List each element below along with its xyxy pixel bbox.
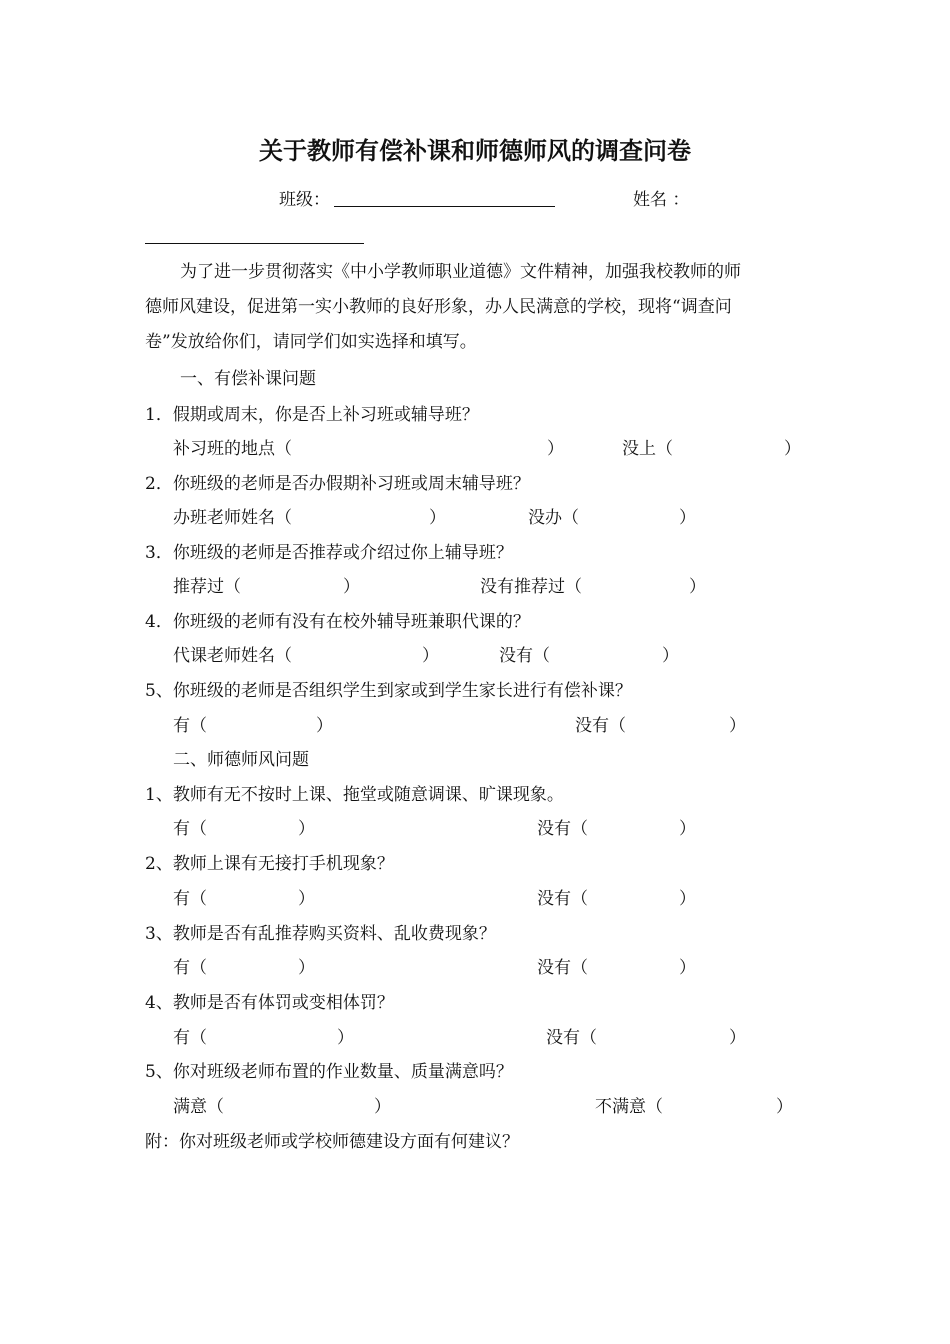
name-blank[interactable] xyxy=(145,243,364,244)
s2-q5-option-a[interactable]: 满意（ xyxy=(173,1097,224,1117)
s1-q3-option-a[interactable]: 推荐过（ xyxy=(173,577,241,597)
close-paren: ） xyxy=(298,819,315,839)
s2-question-3: 3、教师是否有乱推荐购买资料、乱收费现象？ xyxy=(145,924,496,944)
s2-q2-option-a[interactable]: 有（ xyxy=(173,889,207,909)
close-paren: ） xyxy=(429,508,446,528)
s1-q4-option-b[interactable]: 没有（ xyxy=(499,646,550,666)
s2-question-5: 5、你对班级老师布置的作业数量、质量满意吗？ xyxy=(145,1062,513,1082)
s1-q5-option-a[interactable]: 有（ xyxy=(173,716,207,736)
class-label: 班级： xyxy=(279,190,330,210)
close-paren: ） xyxy=(662,646,679,666)
s2-q3-option-b[interactable]: 没有（ xyxy=(537,958,588,978)
s2-question-4: 4、教师是否有体罚或变相体罚？ xyxy=(145,993,394,1013)
intro-line-3: 卷”发放给你们，请同学们如实选择和填写。 xyxy=(145,332,477,352)
close-paren: ） xyxy=(374,1097,391,1117)
intro-line-2: 德师风建设，促进第一实小教师的良好形象，办人民满意的学校，现将“调查问 xyxy=(145,297,732,317)
section1-heading: 一、有偿补课问题 xyxy=(180,369,316,389)
s1-question-2: 2．你班级的老师是否办假期补习班或周末辅导班？ xyxy=(145,474,530,494)
intro-line-1: 为了进一步贯彻落实《中小学教师职业道德》文件精神，加强我校教师的师 xyxy=(180,262,741,282)
s1-q2-option-a[interactable]: 办班老师姓名（ xyxy=(173,508,292,528)
s1-q3-option-b[interactable]: 没有推荐过（ xyxy=(480,577,582,597)
name-label: 姓名 ： xyxy=(633,190,690,210)
close-paren: ） xyxy=(343,577,360,597)
close-paren: ） xyxy=(298,958,315,978)
s1-q1-option-a[interactable]: 补习班的地点（ xyxy=(173,439,292,459)
s2-q5-option-b[interactable]: 不满意（ xyxy=(595,1097,663,1117)
s2-question-1: 1、教师有无不按时上课、拖堂或随意调课、旷课现象。 xyxy=(145,785,564,805)
section2-heading: 二、师德师风问题 xyxy=(173,750,309,770)
close-paren: ） xyxy=(679,958,696,978)
close-paren: ） xyxy=(729,716,746,736)
class-blank[interactable] xyxy=(334,206,555,207)
s2-q2-option-b[interactable]: 没有（ xyxy=(537,889,588,909)
s1-question-4: 4．你班级的老师有没有在校外辅导班兼职代课的？ xyxy=(145,612,530,632)
appendix-question: 附：你对班级老师或学校师德建设方面有何建议？ xyxy=(145,1132,519,1152)
s2-question-2: 2、教师上课有无接打手机现象？ xyxy=(145,854,394,874)
document-title: 关于教师有偿补课和师德师风的调查问卷 xyxy=(259,136,691,165)
s1-question-1: 1．假期或周末，你是否上补习班或辅导班？ xyxy=(145,405,479,425)
close-paren: ） xyxy=(776,1097,793,1117)
s2-q4-option-b[interactable]: 没有（ xyxy=(546,1028,597,1048)
close-paren: ） xyxy=(679,819,696,839)
s1-q4-option-a[interactable]: 代课老师姓名（ xyxy=(173,646,292,666)
s2-q1-option-a[interactable]: 有（ xyxy=(173,819,207,839)
close-paren: ） xyxy=(689,577,706,597)
close-paren: ） xyxy=(547,439,564,459)
close-paren: ） xyxy=(422,646,439,666)
s1-q2-option-b[interactable]: 没办（ xyxy=(528,508,579,528)
close-paren: ） xyxy=(729,1028,746,1048)
s2-q4-option-a[interactable]: 有（ xyxy=(173,1028,207,1048)
close-paren: ） xyxy=(679,889,696,909)
close-paren: ） xyxy=(298,889,315,909)
s1-q5-option-b[interactable]: 没有（ xyxy=(575,716,626,736)
s2-q1-option-b[interactable]: 没有（ xyxy=(537,819,588,839)
s1-question-3: 3．你班级的老师是否推荐或介绍过你上辅导班？ xyxy=(145,543,513,563)
s1-q1-option-b[interactable]: 没上（ xyxy=(622,439,673,459)
close-paren: ） xyxy=(784,439,801,459)
close-paren: ） xyxy=(337,1028,354,1048)
s2-q3-option-a[interactable]: 有（ xyxy=(173,958,207,978)
s1-question-5: 5、你班级的老师是否组织学生到家或到学生家长进行有偿补课？ xyxy=(145,681,632,701)
close-paren: ） xyxy=(679,508,696,528)
close-paren: ） xyxy=(316,716,333,736)
